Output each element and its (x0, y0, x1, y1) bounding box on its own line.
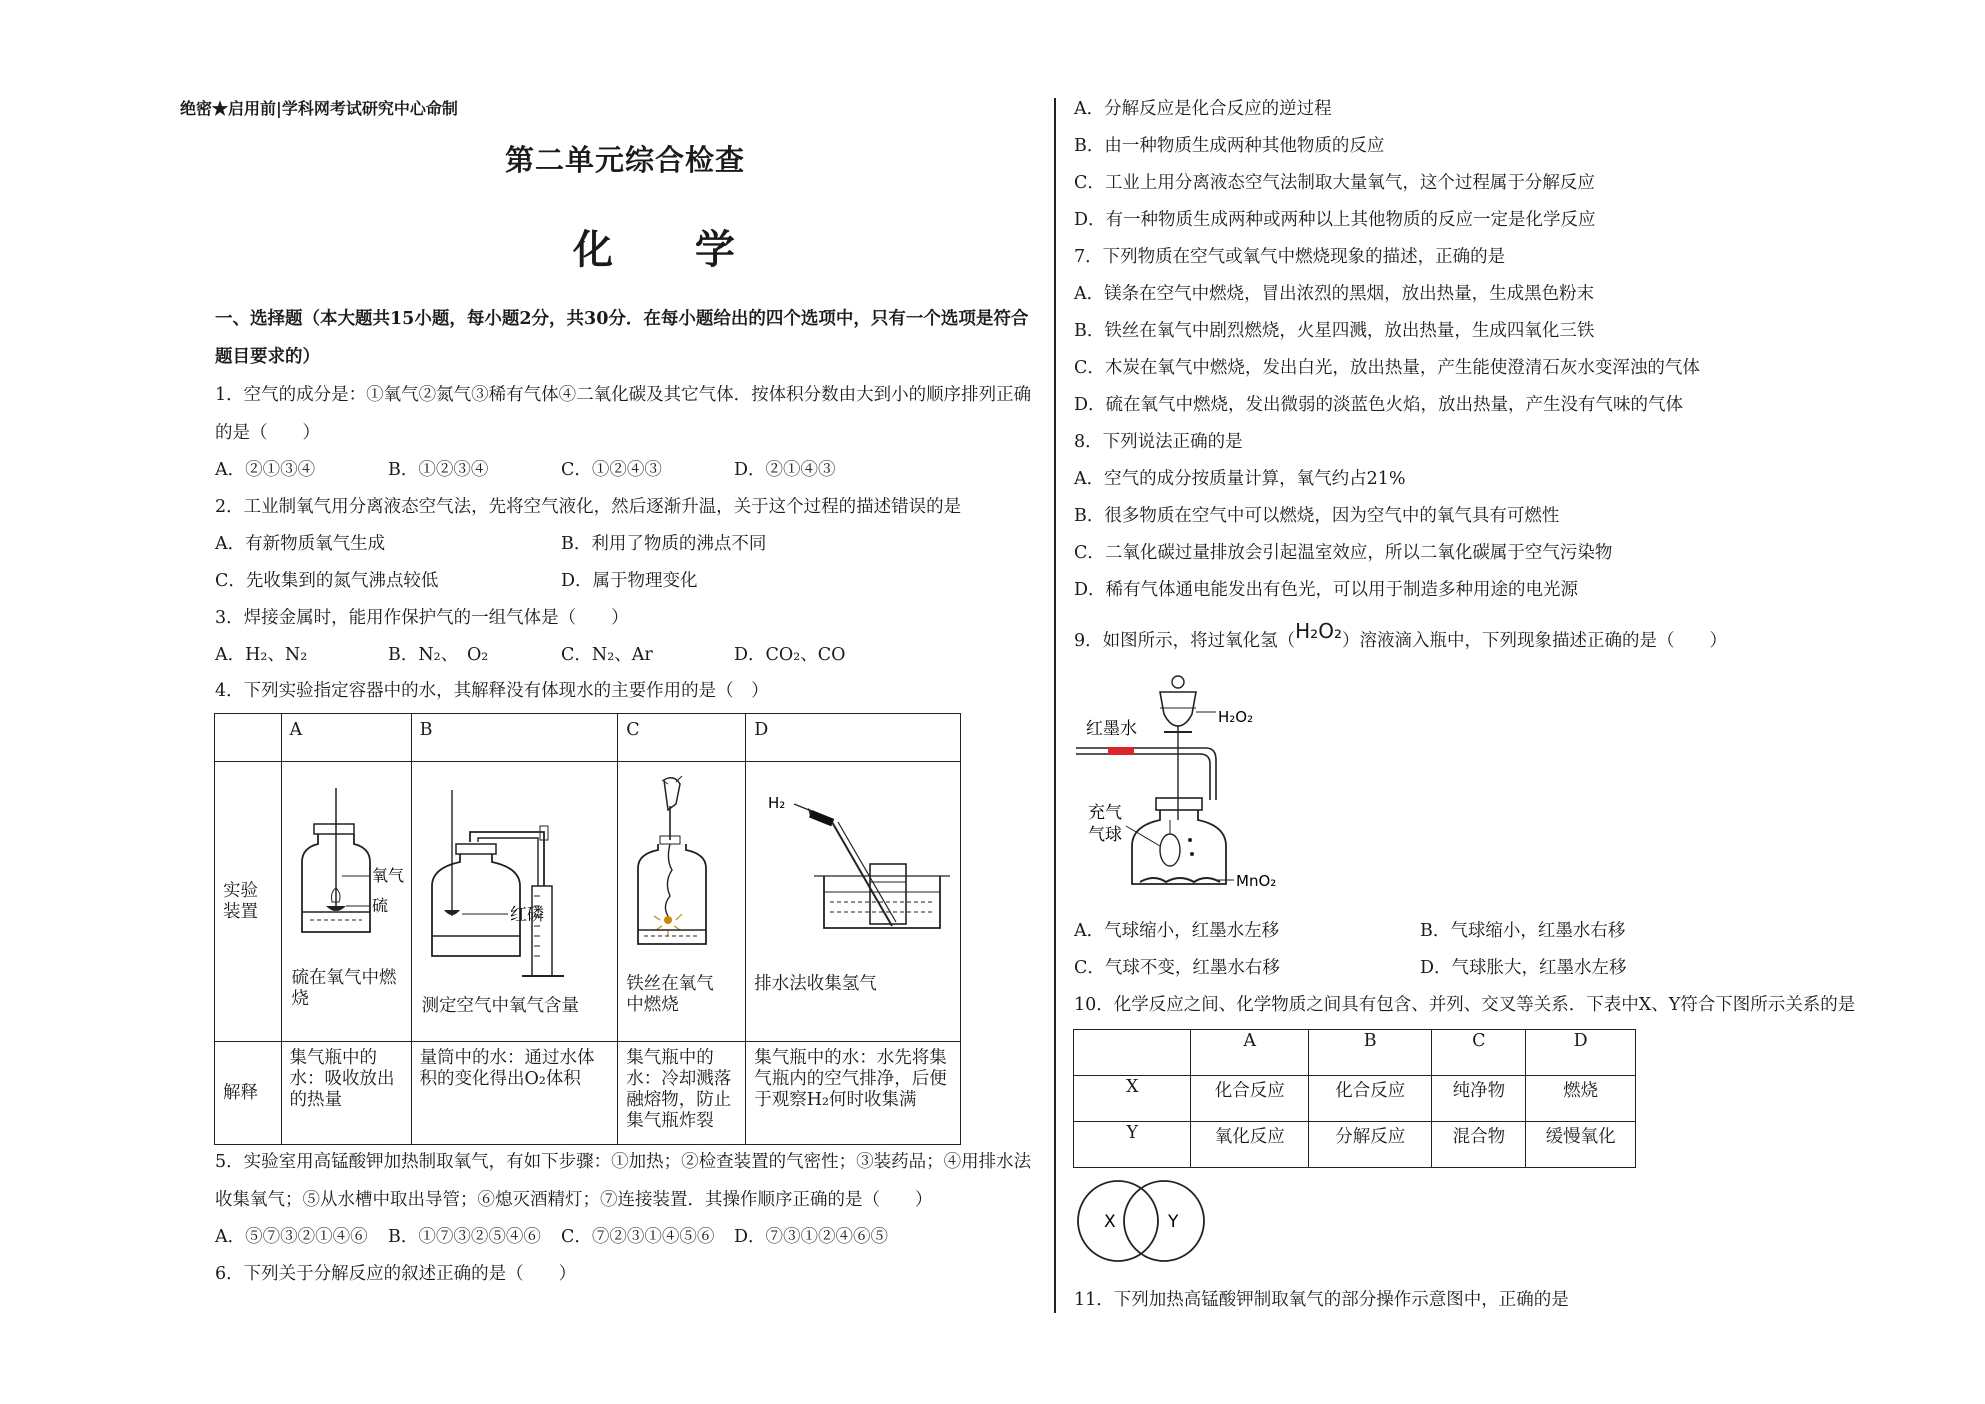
q8-option-b[interactable]: B．很多物质在空气中可以燃烧，因为空气中的氧气具有可燃性 (1074, 506, 1560, 526)
q1-stem: 1．空气的成分是：①氧气②氮气③稀有气体④二氧化碳及其它气体．按体积分数由大到小的顺序排列正确 (215, 385, 1032, 405)
q1-option-a[interactable]: A．②①③④ (215, 460, 316, 480)
q6-option-d[interactable]: D．有一种物质生成两种或两种以上其他物质的反应一定是化学反应 (1074, 210, 1596, 230)
column-divider (1054, 98, 1056, 1313)
q7-option-d[interactable]: D．硫在氧气中燃烧，发出微弱的淡蓝色火焰，放出热量，产生没有气味的气体 (1074, 395, 1684, 415)
section-heading-cont: 题目要求的） (215, 347, 320, 367)
q8-option-a[interactable]: A．空气的成分按质量计算，氧气约占21% (1074, 469, 1406, 489)
q10-header-b: B (1308, 1030, 1431, 1076)
red-phosphorus-label: 红磷 (509, 905, 544, 925)
q9-option-a[interactable]: A．气球缩小，红墨水左移 (1074, 921, 1280, 941)
q10-y-b: 分解反应 (1308, 1122, 1431, 1168)
q3-option-a[interactable]: A．H₂、N₂ (215, 645, 308, 665)
q10-x-b: 化合反应 (1308, 1076, 1431, 1122)
q2-option-b[interactable]: B．利用了物质的沸点不同 (561, 534, 767, 554)
q5-stem-cont: 收集氧气；⑤从水槽中取出导管；⑥熄灭酒精灯；⑦连接装置．其操作顺序正确的是（ ） (215, 1190, 933, 1210)
q1-stem-cont: 的是（ ） (215, 423, 320, 443)
q10-header-a: A (1191, 1030, 1309, 1076)
q2-option-a[interactable]: A．有新物质氧气生成 (215, 534, 386, 554)
hydrogen-label: H₂ (768, 794, 786, 812)
subject-title: 化 学 (573, 226, 769, 273)
q4-cell-b[interactable] (411, 762, 618, 1042)
q6-stem: 6．下列关于分解反应的叙述正确的是（ ） (215, 1264, 577, 1284)
venn-circle-x (1078, 1181, 1158, 1261)
page-title: 第二单元综合检查 (505, 143, 746, 177)
q4-explanation-d: 集气瓶中的水：水先将集气瓶内的空气排净，后便于观察H₂何时收集满 (746, 1042, 961, 1145)
section-heading: 一、选择题（本大题共15小题，每小题2分，共30分．在每小题给出的四个选项中，只有一个选项是符合 (215, 309, 1029, 329)
q3-stem: 3．焊接金属时，能用作保护气的一组气体是（ ） (215, 608, 629, 628)
balloon-label-1: 充气 (1088, 803, 1122, 823)
q4-stem: 4．下列实验指定容器中的水，其解释没有体现水的主要作用的是（ ） (215, 681, 769, 701)
oxygen-label: 氧气 (371, 866, 404, 885)
iron-wire-burning-figure (624, 770, 734, 960)
q4-header-blank (215, 714, 282, 762)
q4-caption-d: 排水法收集氢气 (754, 974, 877, 994)
q4-cell-a[interactable] (281, 762, 411, 1042)
q4-row-label-apparatus: 实验装置 (215, 762, 282, 1042)
q8-option-c[interactable]: C．二氧化碳过量排放会引起温室效应，所以二氧化碳属于空气污染物 (1074, 543, 1613, 563)
q4-explanation-a: 集气瓶中的水：吸收放出的热量 (281, 1042, 411, 1145)
venn-label-y: Y (1168, 1212, 1179, 1232)
q4-caption-b: 测定空气中氧气含量 (421, 996, 580, 1016)
q4-caption-c: 铁丝在氧气中燃烧 (626, 974, 714, 1015)
q5-option-c[interactable]: C．⑦②③①④⑤⑥ (561, 1227, 715, 1247)
q4-header-c: C (618, 714, 746, 762)
q9-stem-before: 9．如图所示，将过氧化氢（ (1074, 631, 1296, 651)
q4-header-a: A (281, 714, 411, 762)
q6-option-b[interactable]: B．由一种物质生成两种其他物质的反应 (1074, 136, 1385, 156)
q4-explanation-b: 量筒中的水：通过水体积的变化得出O₂体积 (411, 1042, 618, 1145)
q1-option-b[interactable]: B．①②③④ (388, 460, 489, 480)
q10-y-d: 缓慢氧化 (1526, 1122, 1636, 1168)
q4-header-d: D (746, 714, 961, 762)
q5-option-d[interactable]: D．⑦③①②④⑥⑤ (734, 1227, 889, 1247)
q2-stem: 2．工业制氧气用分离液态空气法，先将空气液化，然后逐渐升温，关于这个过程的描述错误的是 (215, 497, 962, 517)
h2o2-label: H₂O₂ (1218, 708, 1254, 726)
q9-stem-after: ）溶液滴入瓶中，下列现象描述正确的是（ ） (1341, 631, 1727, 651)
q4-table (214, 713, 961, 1145)
q10-row-y-label: Y (1074, 1122, 1191, 1168)
q9-stem (1074, 619, 1727, 652)
q4-cell-c[interactable] (618, 762, 746, 1042)
q4-explanation-c: 集气瓶中的水：冷却溅落融熔物，防止集气瓶炸裂 (618, 1042, 746, 1145)
q7-stem: 7．下列物质在空气或氧气中燃烧现象的描述，正确的是 (1074, 247, 1506, 267)
q6-option-c[interactable]: C．工业上用分离液态空气法制取大量氧气，这个过程属于分解反应 (1074, 173, 1595, 193)
q6-option-a[interactable]: A．分解反应是化合反应的逆过程 (1074, 99, 1332, 119)
q11-stem: 11．下列加热高锰酸钾制取氧气的部分操作示意图中，正确的是 (1074, 1290, 1569, 1310)
sulfur-burning-figure (286, 784, 414, 964)
q4-row-label-explanation: 解释 (215, 1042, 282, 1145)
q9-option-b[interactable]: B．气球缩小，红墨水右移 (1420, 921, 1626, 941)
q10-x-d: 燃烧 (1526, 1076, 1636, 1122)
q9-option-d[interactable]: D．气球胀大，红墨水左移 (1420, 958, 1627, 978)
venn-label-x: X (1104, 1212, 1116, 1232)
q10-stem: 10．化学反应之间、化学物质之间具有包含、并列、交叉等关系．下表中X、Y符合下图所示关系的是 (1074, 995, 1856, 1015)
mno2-label: MnO₂ (1236, 872, 1277, 890)
q10-y-a: 氧化反应 (1191, 1122, 1309, 1168)
q10-x-a: 化合反应 (1191, 1076, 1309, 1122)
q7-option-a[interactable]: A．镁条在空气中燃烧，冒出浓烈的黑烟，放出热量，生成黑色粉末 (1074, 284, 1595, 304)
q2-option-c[interactable]: C．先收集到的氮气沸点较低 (215, 571, 439, 591)
q4-caption-a: 硫在氧气中燃烧 (291, 968, 397, 1009)
q10-y-c: 混合物 (1432, 1122, 1526, 1168)
confidential-notice: 绝密★启用前|学科网考试研究中心命制 (180, 99, 458, 118)
q4-header-b: B (411, 714, 618, 762)
q4-cell-d[interactable] (746, 762, 961, 1042)
q10-x-c: 纯净物 (1432, 1076, 1526, 1122)
q5-option-b[interactable]: B．①⑦③②⑤④⑥ (388, 1227, 541, 1247)
q10-row-x-label: X (1074, 1076, 1191, 1122)
q5-option-a[interactable]: A．⑤⑦③②①④⑥ (215, 1227, 368, 1247)
q5-stem: 5．实验室用高锰酸钾加热制取氧气，有如下步骤：①加热；②检查装置的气密性；③装药品；④用排水法 (215, 1152, 1032, 1172)
q10-venn-diagram (1074, 1177, 1214, 1267)
q1-option-c[interactable]: C．①②④③ (561, 460, 662, 480)
q1-option-d[interactable]: D．②①④③ (734, 460, 836, 480)
q10-table (1073, 1029, 1636, 1168)
q7-option-b[interactable]: B．铁丝在氧气中剧烈燃烧，火星四溅，放出热量，生成四氧化三铁 (1074, 321, 1595, 341)
q10-header-blank (1074, 1030, 1191, 1076)
q9-option-c[interactable]: C．气球不变，红墨水右移 (1074, 958, 1280, 978)
venn-circle-y (1124, 1181, 1204, 1261)
oxygen-measurement-figure (416, 786, 616, 986)
q2-option-d[interactable]: D．属于物理变化 (561, 571, 698, 591)
balloon-label-2: 气球 (1088, 825, 1122, 845)
q9-apparatus-figure (1074, 670, 1314, 900)
hydrogen-collection-figure (754, 792, 954, 952)
q10-header-d: D (1526, 1030, 1636, 1076)
q10-header-c: C (1432, 1030, 1526, 1076)
q3-option-c[interactable]: C．N₂、Ar (561, 645, 653, 665)
red-ink-label: 红墨水 (1086, 719, 1137, 739)
sulfur-label: 硫 (371, 896, 388, 915)
q3-option-b[interactable]: B．N₂、 O₂ (388, 645, 489, 665)
q3-option-d[interactable]: D．CO₂、CO (734, 645, 846, 665)
q8-stem: 8．下列说法正确的是 (1074, 432, 1243, 452)
h2o2-formula: H₂O₂ (1295, 619, 1342, 643)
q8-option-d[interactable]: D．稀有气体通电能发出有色光，可以用于制造多种用途的电光源 (1074, 580, 1579, 600)
q7-option-c[interactable]: C．木炭在氧气中燃烧，发出白光，放出热量，产生能使澄清石灰水变浑浊的气体 (1074, 358, 1700, 378)
